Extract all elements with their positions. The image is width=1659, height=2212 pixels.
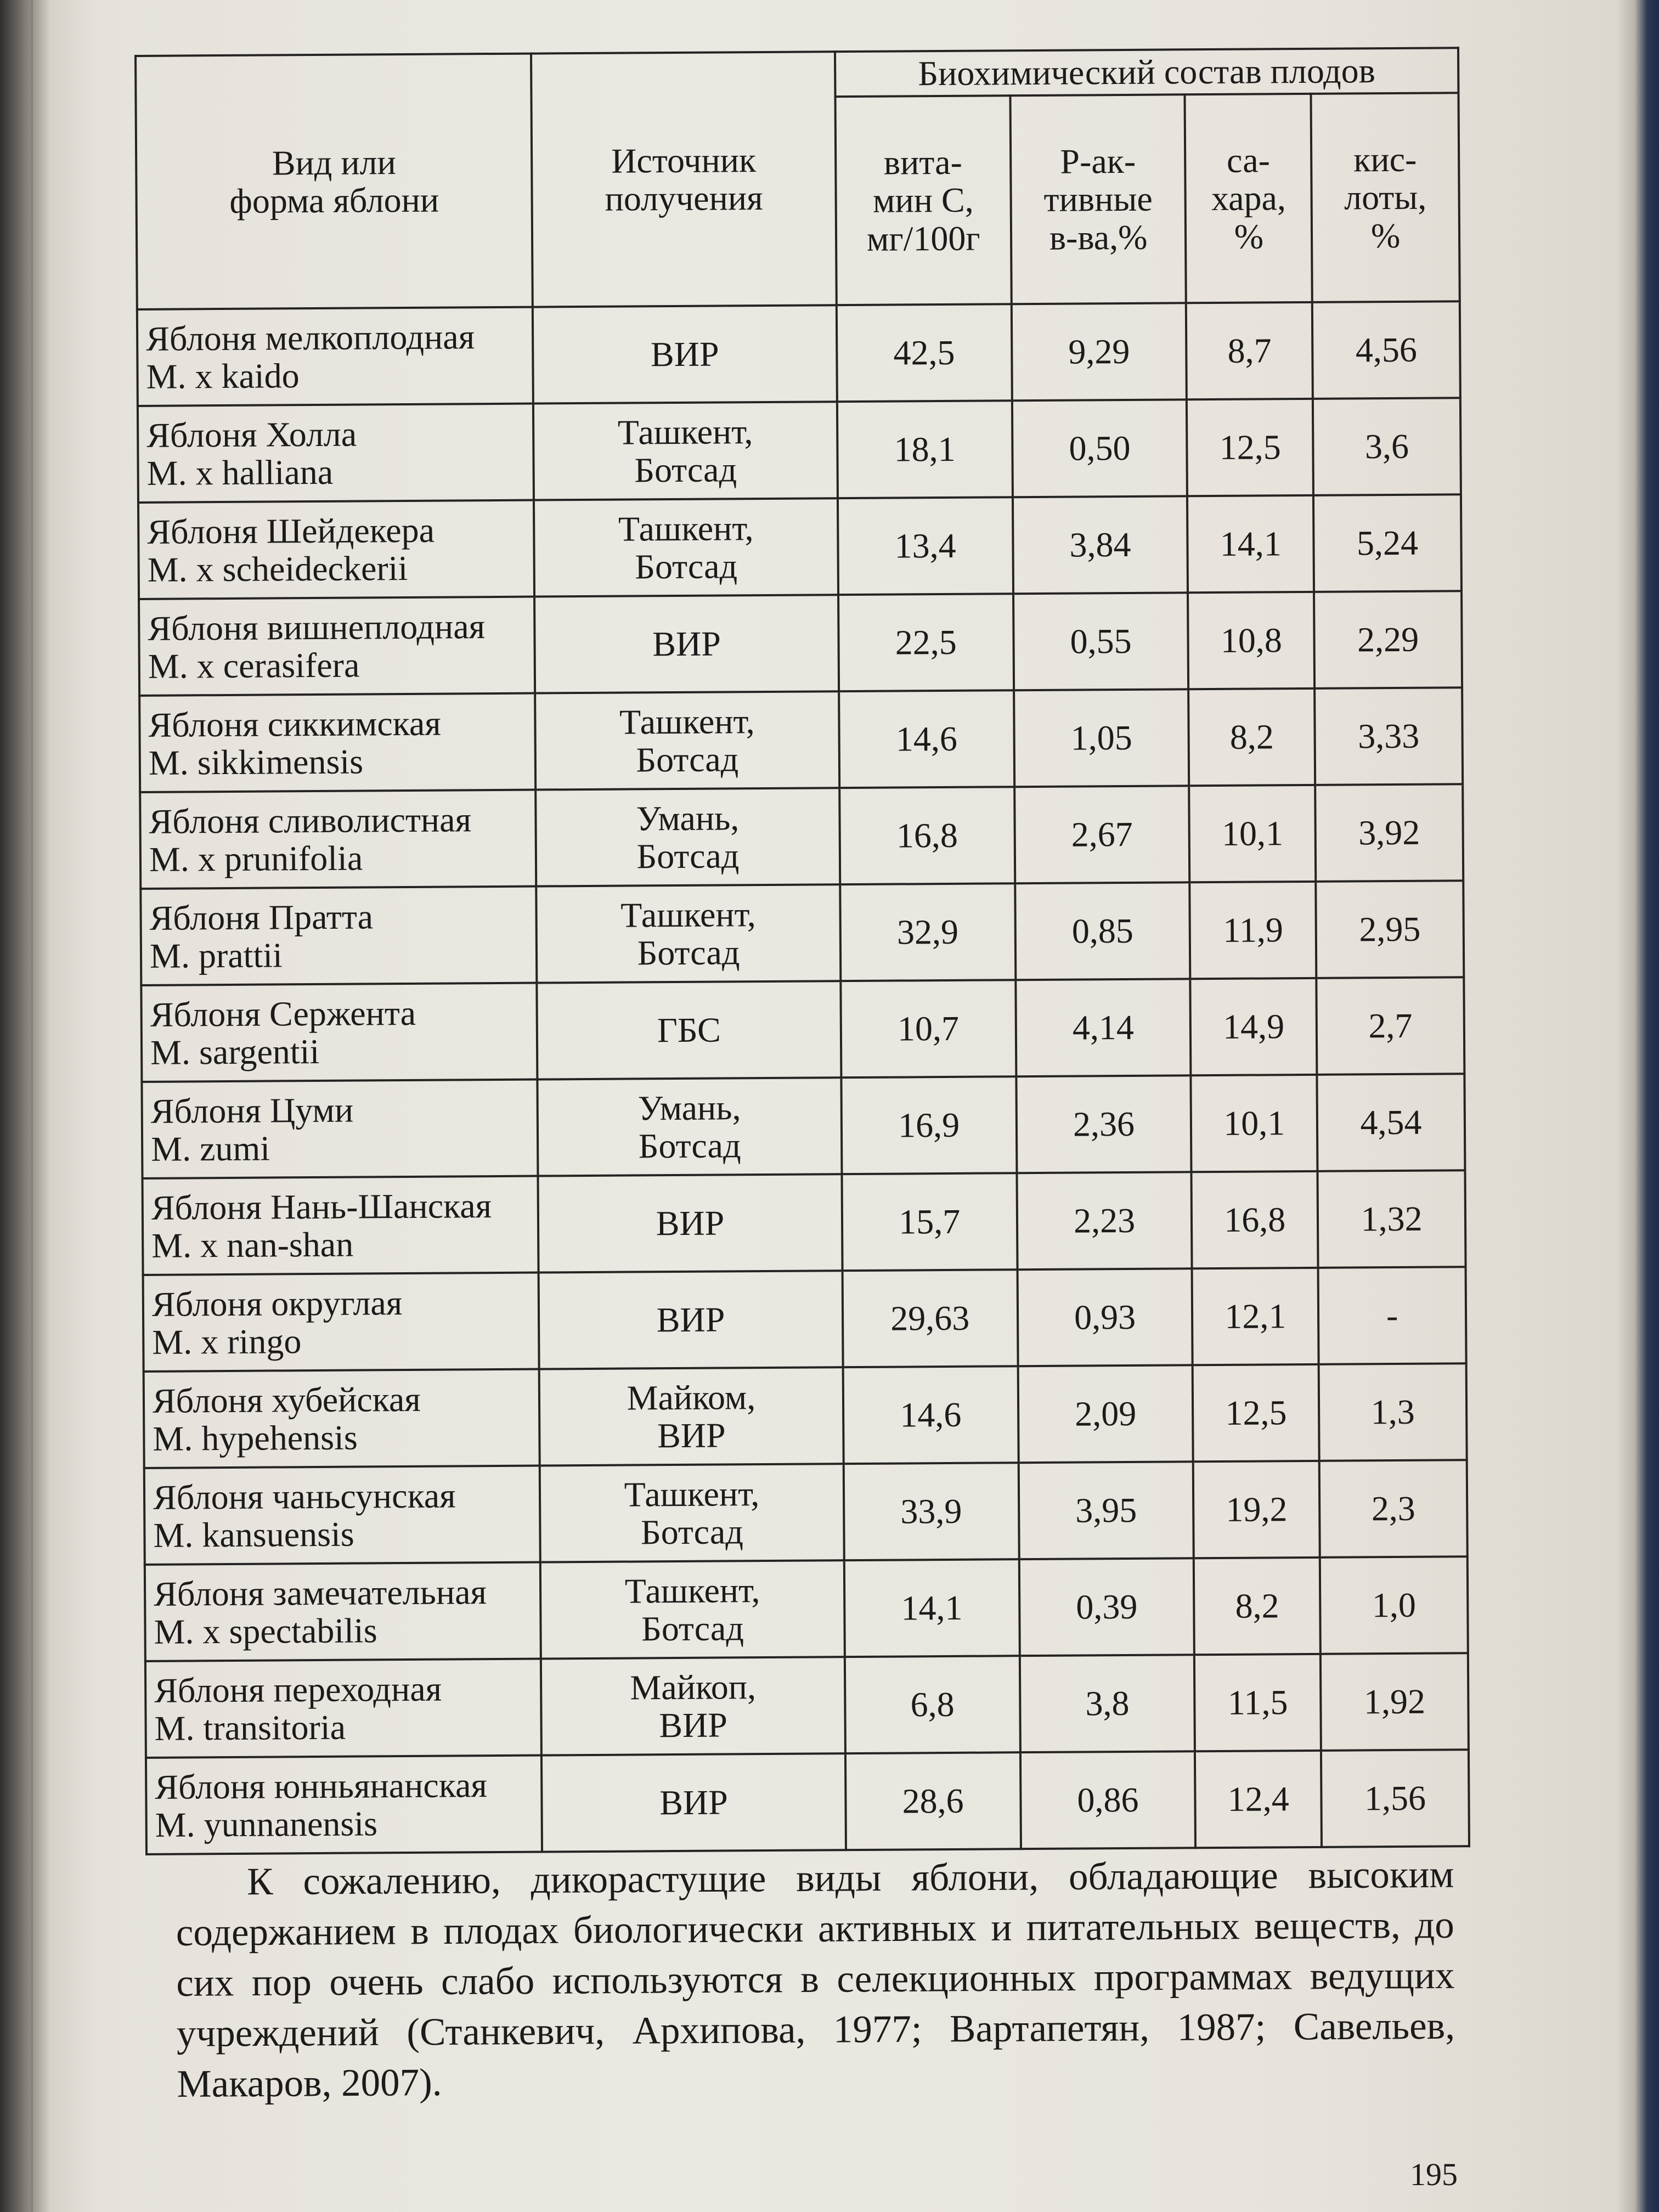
acids-cell: 3,6 bbox=[1313, 398, 1461, 495]
species-cell bbox=[142, 1080, 538, 1178]
species-name: Яблоня Шейдекера bbox=[147, 510, 435, 551]
source-cell bbox=[540, 1560, 844, 1658]
species-latin: M. kansuensis bbox=[153, 1514, 354, 1555]
book-cover-edge bbox=[1618, 0, 1659, 2212]
source-cell bbox=[537, 981, 841, 1079]
source-cell bbox=[538, 1174, 842, 1272]
source-cell bbox=[534, 595, 838, 693]
table-row bbox=[141, 977, 1464, 1082]
species-cell bbox=[139, 693, 535, 792]
page-gutter-shadow bbox=[0, 0, 49, 2212]
p-active-cell: 4,14 bbox=[1015, 979, 1191, 1076]
sugars-cell: 10,1 bbox=[1189, 785, 1316, 882]
sugars-cell: 12,5 bbox=[1193, 1364, 1319, 1462]
source-line: Ташкент, bbox=[620, 895, 757, 935]
source-line: ВИР bbox=[656, 1300, 725, 1340]
source-cell bbox=[539, 1271, 843, 1369]
source-line: Майком, bbox=[627, 1378, 756, 1418]
source-line: Ботсад bbox=[641, 1609, 744, 1649]
vitamin-c-cell: 14,6 bbox=[839, 690, 1014, 788]
p-active-cell: 3,8 bbox=[1020, 1655, 1195, 1752]
source-line: Майкоп, bbox=[630, 1667, 757, 1707]
species-latin: M. x halliana bbox=[146, 452, 334, 493]
source-line: ВИР bbox=[656, 1203, 725, 1243]
species-cell bbox=[140, 887, 537, 985]
p-active-cell: 3,84 bbox=[1013, 496, 1188, 594]
species-name: Яблоня чаньсунская bbox=[153, 1476, 456, 1517]
table-row bbox=[144, 1460, 1468, 1565]
acids-cell: 1,56 bbox=[1321, 1750, 1469, 1847]
source-line: ВИР bbox=[657, 1415, 726, 1455]
species-cell bbox=[137, 307, 533, 406]
species-latin: M. x cerasifera bbox=[148, 645, 360, 686]
species-cell bbox=[146, 1756, 542, 1854]
source-line: Умань, bbox=[636, 798, 740, 838]
source-cell bbox=[538, 1077, 842, 1176]
source-line: Ташкент, bbox=[619, 702, 755, 742]
acids-cell: 1,3 bbox=[1319, 1363, 1467, 1461]
sugars-cell: 14,1 bbox=[1187, 495, 1314, 592]
species-name: Яблоня юнньянанская bbox=[155, 1765, 487, 1807]
species-cell bbox=[144, 1466, 540, 1565]
source-line: Ботсад bbox=[640, 1512, 744, 1552]
source-cell bbox=[535, 691, 839, 789]
table-row bbox=[144, 1363, 1467, 1468]
p-active-cell: 0,86 bbox=[1020, 1751, 1196, 1849]
p-active-cell: 0,93 bbox=[1017, 1268, 1193, 1366]
source-line: ГБС bbox=[657, 1010, 721, 1050]
source-line: ВИР bbox=[659, 1705, 728, 1745]
table-row bbox=[146, 1750, 1469, 1854]
species-name: Яблоня хубейская bbox=[152, 1379, 421, 1420]
sugars-cell: 8,2 bbox=[1189, 689, 1316, 786]
vitamin-c-cell: 42,5 bbox=[836, 304, 1012, 402]
sugars-cell: 8,7 bbox=[1186, 302, 1313, 399]
header-sugars: са- хара, % bbox=[1185, 94, 1312, 303]
species-cell bbox=[143, 1273, 539, 1372]
source-line: Умань, bbox=[637, 1088, 741, 1128]
table-row bbox=[140, 881, 1464, 985]
species-name: Яблоня мелкоплодная bbox=[145, 317, 475, 358]
header-biochemical-group: Биохимический состав плодов bbox=[835, 48, 1459, 97]
source-cell bbox=[541, 1657, 845, 1755]
p-active-cell: 3,95 bbox=[1018, 1462, 1194, 1559]
species-latin: M. x prunifolia bbox=[149, 838, 363, 879]
p-active-cell: 2,23 bbox=[1017, 1172, 1192, 1269]
header-source: Источник получения bbox=[531, 52, 836, 307]
species-latin: M. sikkimensis bbox=[148, 742, 364, 782]
acids-cell: 2,95 bbox=[1316, 881, 1464, 978]
table-row bbox=[138, 398, 1461, 503]
species-cell bbox=[143, 1176, 539, 1275]
acids-cell: 3,92 bbox=[1315, 784, 1463, 882]
species-name: Яблоня Цуми bbox=[150, 1090, 354, 1131]
sugars-cell: 19,2 bbox=[1193, 1461, 1320, 1558]
vitamin-c-cell: 6,8 bbox=[845, 1656, 1020, 1753]
table-row bbox=[139, 687, 1463, 792]
table-row bbox=[142, 1074, 1465, 1178]
species-name: Яблоня Нань-Шанская bbox=[151, 1186, 492, 1227]
table-row bbox=[145, 1653, 1469, 1758]
sugars-cell: 11,9 bbox=[1190, 882, 1317, 979]
sugars-cell: 12,5 bbox=[1187, 399, 1313, 496]
p-active-cell: 0,55 bbox=[1013, 592, 1189, 690]
source-cell bbox=[535, 788, 839, 886]
species-name: Яблоня Пратта bbox=[149, 897, 374, 938]
acids-cell: 2,29 bbox=[1314, 591, 1462, 689]
species-name: Яблоня Холла bbox=[146, 414, 357, 455]
table-row bbox=[138, 494, 1462, 599]
species-cell bbox=[144, 1369, 540, 1468]
vitamin-c-cell: 16,9 bbox=[841, 1076, 1017, 1174]
sugars-cell: 12,1 bbox=[1192, 1268, 1319, 1365]
sugars-cell: 16,8 bbox=[1192, 1171, 1318, 1268]
acids-cell: 1,0 bbox=[1320, 1556, 1468, 1654]
source-cell bbox=[539, 1367, 843, 1465]
vitamin-c-cell: 32,9 bbox=[840, 883, 1015, 981]
vitamin-c-cell: 29,63 bbox=[842, 1269, 1018, 1367]
header-acids: кис- лоты, % bbox=[1311, 93, 1460, 302]
acids-cell: 3,33 bbox=[1314, 687, 1463, 785]
species-latin: M. hypehensis bbox=[153, 1418, 358, 1458]
source-cell bbox=[533, 305, 837, 403]
species-name: Яблоня Сержента bbox=[150, 993, 416, 1034]
source-line: Ботсад bbox=[638, 1126, 741, 1166]
sugars-cell: 10,1 bbox=[1191, 1075, 1318, 1172]
sugars-cell: 10,8 bbox=[1188, 592, 1314, 689]
source-line: ВИР bbox=[659, 1782, 728, 1822]
acids-cell: 1,92 bbox=[1321, 1653, 1469, 1751]
acids-cell: 1,32 bbox=[1318, 1170, 1466, 1268]
p-active-cell: 1,05 bbox=[1014, 689, 1189, 787]
acids-cell: 5,24 bbox=[1313, 494, 1462, 592]
species-latin: M. x spectabilis bbox=[154, 1611, 377, 1651]
acids-cell: 4,56 bbox=[1312, 301, 1460, 399]
p-active-cell: 2,67 bbox=[1014, 786, 1190, 883]
data-table bbox=[134, 47, 1470, 1855]
species-cell bbox=[138, 500, 534, 599]
table-row bbox=[145, 1556, 1468, 1661]
species-latin: M. x nan-shan bbox=[151, 1224, 354, 1265]
species-name: Яблоня сиккимская bbox=[148, 703, 441, 744]
source-cell bbox=[533, 402, 837, 500]
source-line: Ботсад bbox=[636, 740, 739, 780]
species-name: Яблоня замечательная bbox=[153, 1572, 487, 1613]
species-name: Яблоня округлая bbox=[151, 1283, 403, 1324]
apple-biochemistry-table bbox=[134, 47, 1470, 1855]
acids-cell: 2,3 bbox=[1319, 1460, 1468, 1558]
p-active-cell: 2,09 bbox=[1018, 1365, 1193, 1463]
acids-cell: 2,7 bbox=[1316, 977, 1464, 1075]
species-cell bbox=[145, 1659, 541, 1758]
species-latin: M. zumi bbox=[150, 1128, 270, 1169]
p-active-cell: 0,85 bbox=[1015, 882, 1190, 980]
vitamin-c-cell: 16,8 bbox=[839, 787, 1015, 884]
species-latin: M. x ringo bbox=[152, 1322, 302, 1362]
species-latin: M. transitoria bbox=[154, 1707, 346, 1748]
header-p-active: Р-ак- тивные в-ва,% bbox=[1010, 94, 1186, 304]
table-row bbox=[143, 1170, 1466, 1275]
source-line: Ташкент, bbox=[624, 1474, 760, 1514]
vitamin-c-cell: 33,9 bbox=[843, 1463, 1019, 1560]
vitamin-c-cell: 14,6 bbox=[843, 1366, 1018, 1464]
source-line: Ботсад bbox=[635, 546, 738, 586]
species-cell bbox=[141, 983, 537, 1082]
vitamin-c-cell: 13,4 bbox=[838, 497, 1013, 595]
vitamin-c-cell: 22,5 bbox=[838, 594, 1014, 691]
paragraph-text: К сожалению, дикорастущие виды яблони, обладающие высоким содержанием в плодах биологически активных и питательных веществ, до сих пор очень слабо используются в селекционных программах ведущих учреждений (Станкевич, Архипова, 1977; Вартапетян, 1987; Савельев, Макаров, 2007). bbox=[176, 1853, 1455, 2106]
species-name: Яблоня вишнеплодная bbox=[148, 607, 486, 648]
species-name: Яблоня сливолистная bbox=[149, 800, 472, 841]
source-line: Ташкент, bbox=[617, 412, 753, 452]
species-latin: M. x scheideckerii bbox=[147, 548, 408, 589]
acids-cell: 4,54 bbox=[1317, 1074, 1465, 1171]
species-cell bbox=[140, 790, 536, 889]
acids-cell: - bbox=[1318, 1267, 1466, 1364]
table-row bbox=[143, 1267, 1466, 1372]
sugars-cell: 11,5 bbox=[1194, 1654, 1321, 1751]
sugars-cell: 8,2 bbox=[1194, 1558, 1321, 1655]
species-latin: M. prattii bbox=[149, 935, 283, 975]
table-row bbox=[140, 784, 1463, 889]
sugars-cell: 12,4 bbox=[1195, 1751, 1322, 1848]
table-row bbox=[137, 301, 1460, 406]
species-cell bbox=[138, 404, 534, 503]
vitamin-c-cell: 28,6 bbox=[845, 1752, 1021, 1850]
page-number: 195 bbox=[1410, 2157, 1458, 2192]
source-line: Ботсад bbox=[636, 836, 740, 876]
source-cell bbox=[541, 1753, 845, 1852]
species-latin: M. yunnanensis bbox=[155, 1804, 378, 1844]
vitamin-c-cell: 10,7 bbox=[840, 980, 1016, 1077]
source-line: Ташкент, bbox=[624, 1570, 760, 1611]
table-row bbox=[139, 591, 1462, 696]
species-latin: M. x kaido bbox=[146, 356, 300, 396]
p-active-cell: 9,29 bbox=[1012, 303, 1187, 400]
source-cell bbox=[534, 498, 838, 596]
species-cell bbox=[145, 1562, 541, 1661]
header-species: Вид или форма яблони bbox=[136, 54, 533, 309]
source-line: ВИР bbox=[650, 334, 719, 374]
header-vitamin-c: вита- мин С, мг/100г bbox=[835, 95, 1011, 305]
table-body bbox=[137, 301, 1469, 1854]
body-paragraph bbox=[176, 1849, 1455, 2109]
source-cell bbox=[540, 1464, 844, 1562]
source-line: Ботсад bbox=[637, 933, 740, 973]
vitamin-c-cell: 18,1 bbox=[837, 400, 1013, 498]
source-line: ВИР bbox=[652, 624, 721, 664]
p-active-cell: 0,50 bbox=[1012, 399, 1188, 497]
species-cell bbox=[139, 597, 535, 696]
p-active-cell: 2,36 bbox=[1016, 1075, 1192, 1173]
source-line: Ташкент, bbox=[618, 509, 754, 549]
sugars-cell: 14,9 bbox=[1190, 978, 1317, 1075]
p-active-cell: 0,39 bbox=[1019, 1558, 1194, 1656]
source-line: Ботсад bbox=[634, 450, 737, 490]
species-latin: M. sargentii bbox=[150, 1031, 320, 1072]
vitamin-c-cell: 14,1 bbox=[844, 1559, 1019, 1657]
vitamin-c-cell: 15,7 bbox=[842, 1173, 1017, 1271]
species-name: Яблоня переходная bbox=[154, 1669, 442, 1710]
source-cell bbox=[537, 884, 840, 983]
